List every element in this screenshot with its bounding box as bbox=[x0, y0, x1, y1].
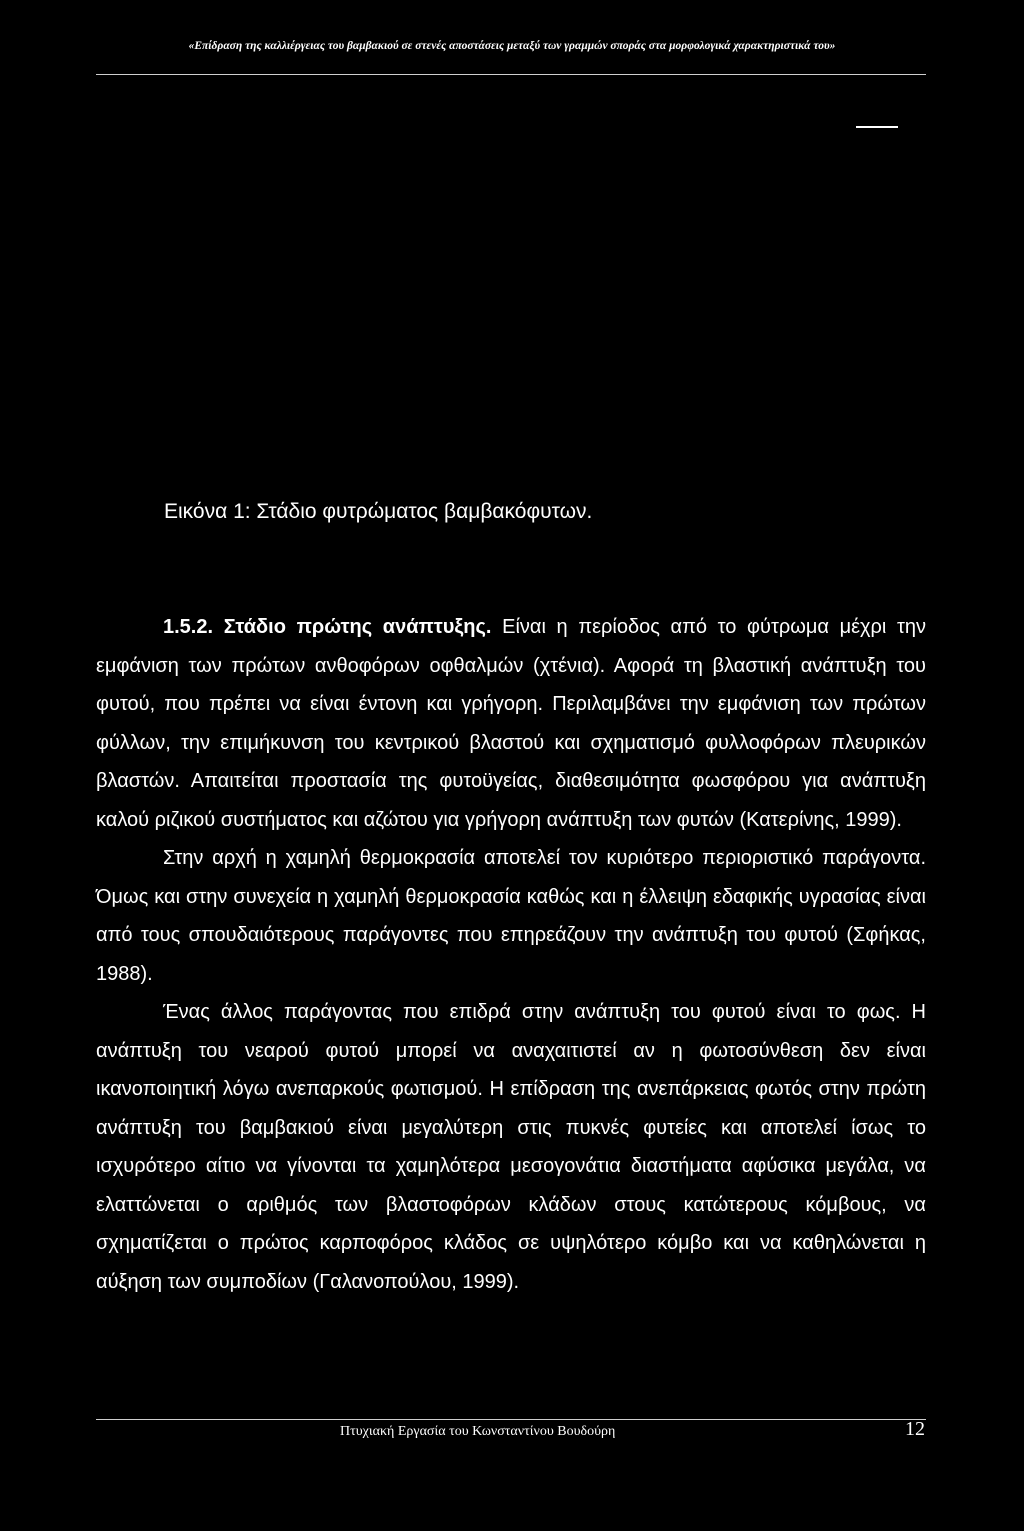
section-title-period: . bbox=[485, 616, 492, 638]
page-number: 12 bbox=[905, 1418, 925, 1440]
section-body bbox=[96, 608, 926, 1301]
figure-caption: Εικόνα 1: Στάδιο φυτρώματος βαμβακόφυτων. bbox=[164, 500, 593, 523]
section-title: Στάδιο πρώτης ανάπτυξης bbox=[223, 616, 486, 638]
footer-divider bbox=[96, 1419, 926, 1420]
section-paragraph-1 bbox=[96, 608, 926, 839]
section-paragraph-3: Ένας άλλος παράγοντας που επιδρά στην ανάπτυξη του φυτού είναι το φως. Η ανάπτυξη του νεαρού φυτού μπορεί να αναχαιτιστεί αν η φωτοσύνθεση δεν είναι ικανοποιητική λόγω ανεπαρκούς φωτισμού. Η επίδραση της ανεπάρκειας φωτός στην πρώτη ανάπτυξη του βαμβακιού είναι μεγαλύτερη στις πυκνές φυτείες και αποτελεί ίσως το ισχυρότερο αίτιο να γίνονται τα χαμηλότερα μεσογονάτια διαστήματα αφύσικα μεγάλα, να ελαττώνεται ο αριθμός των βλαστοφόρων κλάδων στους κατώτερους κόμβους, να σχηματίζεται ο πρώτος καρποφόρος κλάδος σε υψηλότερο κόμβο και να καθηλώνεται η αύξηση των συμποδίων (Γαλανοπούλου, 1999). bbox=[96, 1001, 926, 1293]
header-divider bbox=[96, 74, 926, 75]
section-number: 1.5.2. bbox=[163, 616, 214, 638]
running-header: «Επίδραση της καλλιέργειας του βαμβακιού σε στενές αποστάσεις μεταξύ των γραμμών σποράς στα μορφολογικά χαρακτηριστικά του» bbox=[188, 40, 836, 52]
section-paragraph-2: Στην αρχή η χαμηλή θερμοκρασία αποτελεί τον κυριότερο περιοριστικό παράγοντα. Όμως και στην συνεχεία η χαμηλή θερμοκρασία καθώς και η έλλειψη εδαφικής υγρασίας είναι από τους σπουδαιότερους παράγοντες που επηρεάζουν την ανάπτυξη του φυτού (Σφήκας, 1988). bbox=[96, 847, 926, 985]
short-divider bbox=[856, 126, 898, 128]
footer-author: Πτυχιακή Εργασία του Κωνσταντίνου Βουδούρη bbox=[340, 1424, 616, 1439]
section-intro-text: Είναι η περίοδος από το φύτρωμα μέχρι την εμφάνιση των πρώτων ανθοφόρων οφθαλμών (χτένια). Αφορά τη βλαστική ανάπτυξη του φυτού, που πρέπει να είναι έντονη και γρήγορη. Περιλαμβάνει την εμφάνιση των πρώτων φύλλων, την επιμήκυνση του κεντρικού βλαστού και σχηματισμό φυλλοφόρων πλευρικών βλαστών. Απαιτείται προστασία της φυτοϋγείας, διαθεσιμότητα φωσφόρου για ανάπτυξη καλού ριζικού συστήματος και αζώτου για γρήγορη ανάπτυξη των φυτών (Κατερίνης, 1999). bbox=[96, 616, 926, 831]
